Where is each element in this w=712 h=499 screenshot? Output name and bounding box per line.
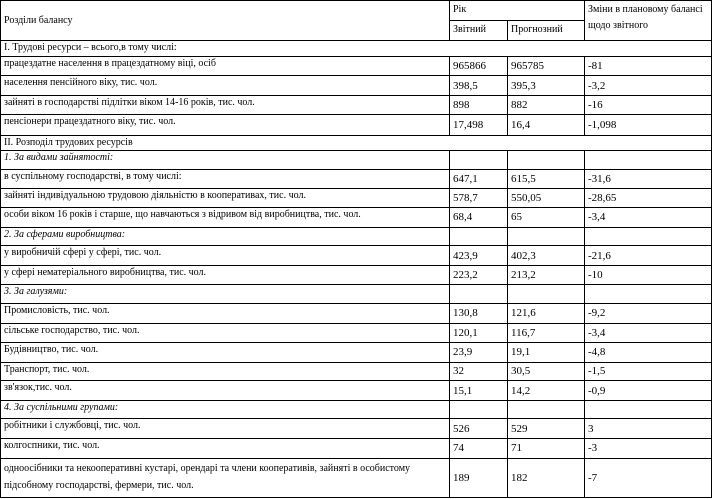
value-forecast: 116,7 [508,323,585,343]
value-reported: 68,4 [450,208,508,228]
value-forecast: 395,3 [508,76,585,96]
table-row [1,208,712,228]
row-label: Транспорт, тис. чол. [1,362,450,381]
header-reported: Звітний [450,20,508,41]
value-change: -3,4 [585,208,712,228]
value-change: -0,9 [585,381,712,401]
group-title: 4. За суспільними групами: [1,400,450,419]
value-reported: 15,1 [450,381,508,401]
value-reported: 423,9 [450,246,508,266]
value-forecast: 14,2 [508,381,585,401]
table-row [1,458,712,498]
table-row [1,76,712,96]
empty-cell [508,151,585,170]
value-forecast: 65 [508,208,585,228]
value-change: -4,8 [585,343,712,363]
value-change: -1,098 [585,115,712,136]
empty-cell [585,400,712,419]
table-row [1,438,712,458]
value-reported: 32 [450,362,508,381]
value-forecast: 213,2 [508,265,585,285]
row-label: зв'язок,тис. чол. [1,381,450,401]
value-reported: 578,7 [450,188,508,208]
table-row [1,188,712,208]
value-forecast: 615,5 [508,169,585,188]
value-reported: 526 [450,419,508,439]
row-label: Промисловість, тис. чол. [1,303,450,323]
row-label: зайняті в господарстві підлітки віком 14-16 років, тис. чол. [1,95,450,115]
value-forecast: 529 [508,419,585,439]
row-label: у виробничій сфері у сфері, тис. чол. [1,246,450,266]
table-row [1,265,712,285]
header-change: Зміни в плановому балансі щодо звітного [585,1,712,41]
value-reported: 398,5 [450,76,508,96]
value-change: -3,4 [585,323,712,343]
section-title: ІІ. Розподіл трудових ресурсів [1,135,712,150]
empty-cell [585,285,712,304]
value-change: -31,6 [585,169,712,188]
value-change: -28,65 [585,188,712,208]
value-forecast: 550,05 [508,188,585,208]
value-forecast: 30,5 [508,362,585,381]
empty-cell [585,151,712,170]
row-label: в суспільному господарстві, в тому числі: [1,169,450,188]
empty-cell [450,151,508,170]
empty-cell [585,227,712,246]
table-row [1,343,712,363]
table-row [1,323,712,343]
group-title: 2. За сферами виробництва: [1,227,450,246]
empty-cell [508,285,585,304]
value-change: -81 [585,56,712,76]
value-forecast: 71 [508,438,585,458]
value-reported: 189 [450,458,508,498]
row-label: робітники і службовці, тис. чол. [1,419,450,439]
value-forecast: 19,1 [508,343,585,363]
value-reported: 965866 [450,56,508,76]
header-sections [1,1,450,41]
empty-cell [508,400,585,419]
empty-cell [508,227,585,246]
row-label: сільське господарство, тис. чол. [1,323,450,343]
value-reported: 647,1 [450,169,508,188]
value-reported: 74 [450,438,508,458]
value-forecast: 182 [508,458,585,498]
table-row [1,246,712,266]
value-forecast: 16,4 [508,115,585,136]
empty-cell [450,285,508,304]
value-change: 3 [585,419,712,439]
value-change: -7 [585,458,712,498]
empty-cell [450,227,508,246]
value-reported: 17,498 [450,115,508,136]
value-change: -21,6 [585,246,712,266]
row-label: пенсіонери працездатного віку, тис. чол. [1,115,450,136]
header-year: Рік [450,1,585,21]
value-reported: 223,2 [450,265,508,285]
row-label: колгоспники, тис. чол. [1,438,450,458]
value-reported: 898 [450,95,508,115]
table-row [1,419,712,439]
table-row [1,381,712,401]
group-title: 1. За видами зайнятості: [1,151,450,170]
empty-cell [450,400,508,419]
row-label: особи віком 16 років і старше, що навчаються з відривом від виробництва, тис. чол. [1,208,450,228]
value-forecast: 965785 [508,56,585,76]
value-reported: 23,9 [450,343,508,363]
header-sections-label: Розділи балансу [4,14,73,26]
row-label: Будівництво, тис. чол. [1,343,450,363]
header-forecast: Прогнозний [508,20,585,41]
table-row [1,56,712,76]
value-forecast: 402,3 [508,246,585,266]
value-change: -3,2 [585,76,712,96]
row-label: одноосібники та некооперативні кустарі, орендарі та члени кооперативів, зайняті в особистому підсобному господарстві, фермери, тис. чол. [1,458,450,498]
value-forecast: 121,6 [508,303,585,323]
row-label: населення пенсійного віку, тис. чол. [1,76,450,96]
value-change: -1,5 [585,362,712,381]
value-change: -9,2 [585,303,712,323]
table-row [1,95,712,115]
value-reported: 130,8 [450,303,508,323]
value-forecast: 882 [508,95,585,115]
table-row [1,169,712,188]
value-change: -3 [585,438,712,458]
value-reported: 120,1 [450,323,508,343]
value-change: -16 [585,95,712,115]
table-row [1,303,712,323]
group-title: 3. За галузями: [1,285,450,304]
table-row [1,115,712,136]
table-row [1,362,712,381]
section-title: І. Трудові ресурси – всього,в тому числі: [1,41,712,56]
row-label: зайняті індивідуальною трудовою діяльністю в кооперативах, тис. чол. [1,188,450,208]
row-label: працездатне населення в працездатному віці, осіб [1,56,450,76]
value-change: -10 [585,265,712,285]
row-label: у сфері нематеріального виробництва, тис. чол. [1,265,450,285]
